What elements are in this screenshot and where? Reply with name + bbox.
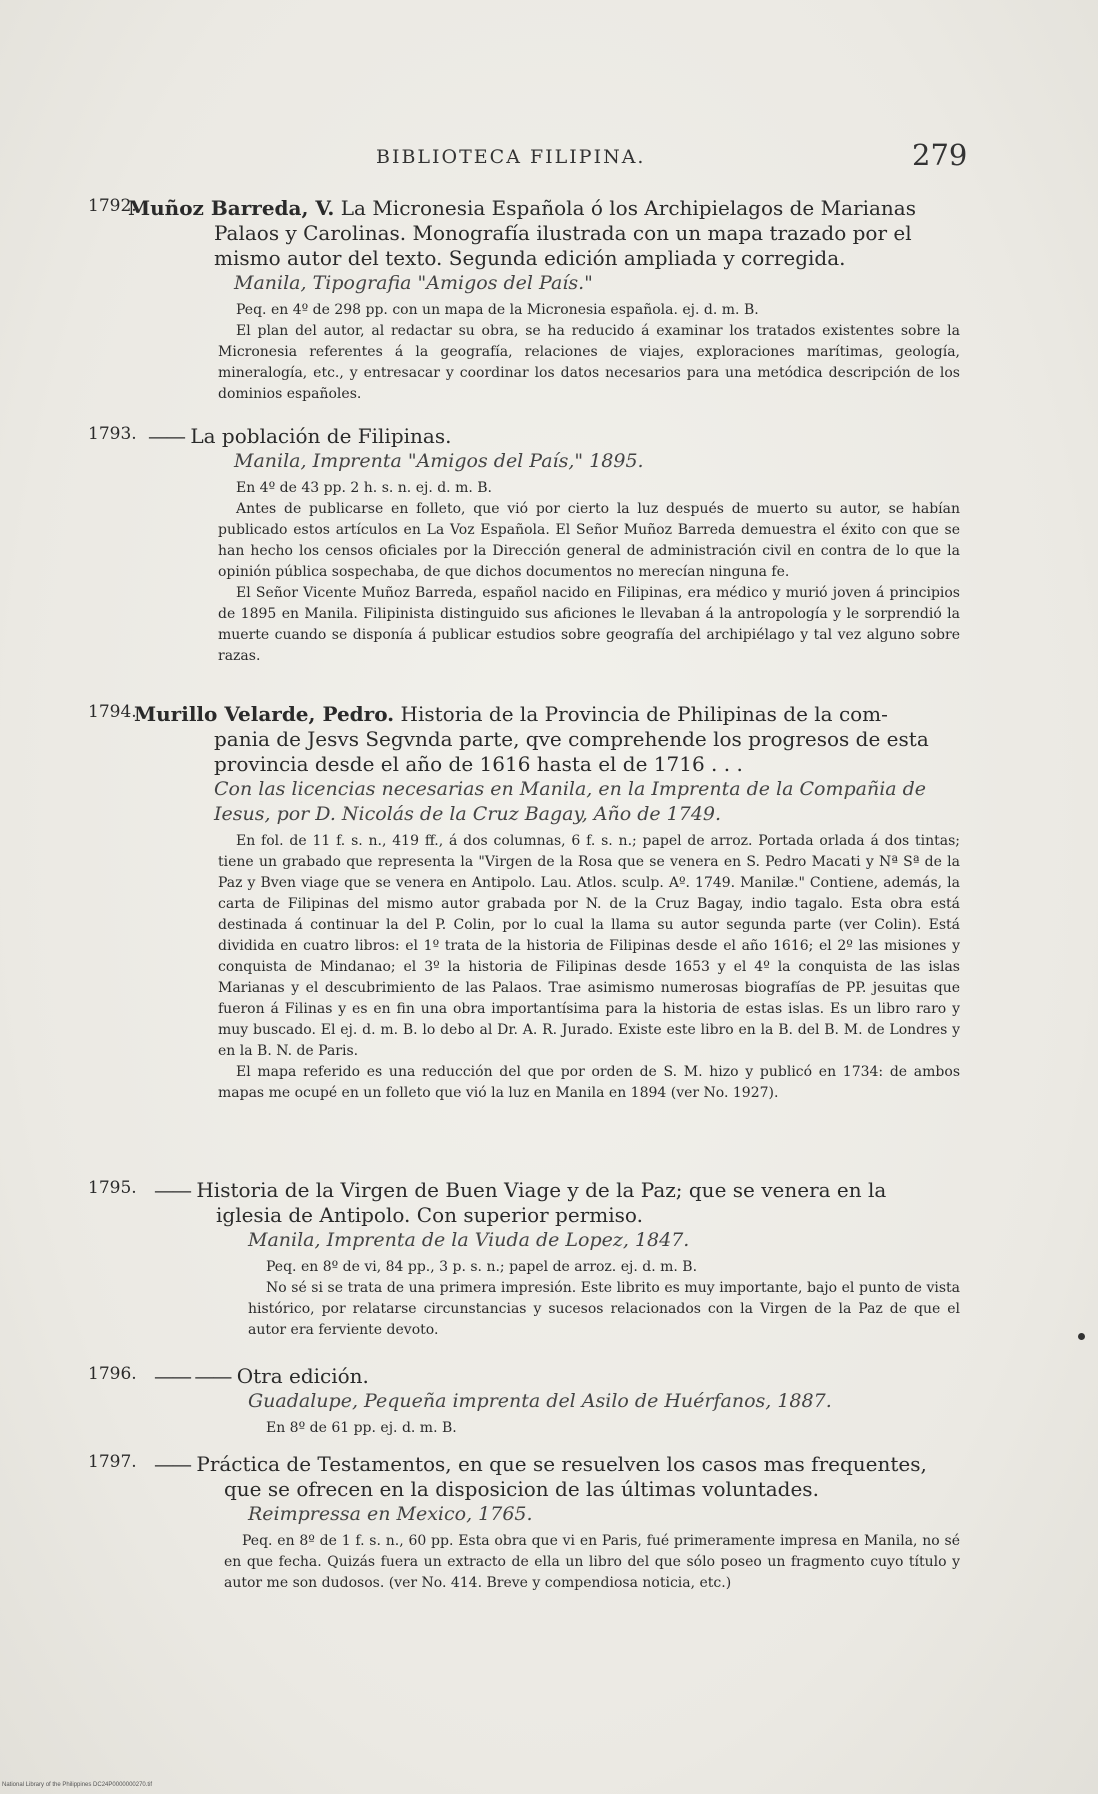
entry-title-line [154,1452,960,1477]
entry-1796 [88,1364,960,1439]
entry-imprint: Reimpressa en Mexico, 1765. [248,1503,533,1525]
ditto-dash: —— [148,424,184,448]
entry-1792 [88,196,960,405]
note-paragraph: En 8º de 61 pp. ej. d. m. B. [266,1420,457,1436]
note-paragraph: Peq. en 4º de 298 pp. con un mapa de la Micronesia española. ej. d. m. B. [236,302,759,318]
entry-title: Historia de la Provincia de Philipinas de la com- [400,702,888,726]
entry-number: 1793. [88,424,137,444]
note-paragraph: Antes de publicarse en folleto, que vió por cierto la luz después de muerto su autor, se habían publicado estos artículos en La Voz Española. El Señor Muñoz Barreda demuestra el éxito con que se han hecho los censos oficiales por la Dirección general de administración civil en contra de lo que la opinión pública sospechaba, de que dichos documentos no merecían ninguna fe. [218,501,960,580]
entry-number: 1795. [88,1178,137,1198]
entry-imprint: Manila, Imprenta de la Viuda de Lopez, 1847. [248,1229,690,1251]
entry-title: Práctica de Testamentos, en que se resuelven los casos mas frequentes, [196,1452,927,1476]
page-number: 279 [912,138,968,172]
entry-notes [248,1257,960,1341]
entry-1794 [88,702,960,1104]
note-paragraph: El plan del autor, al redactar su obra, se ha reducido á examinar los tratados existentes sobre la Micronesia referentes á la geografía, relaciones de viajes, exploraciones marítimas, geología, mineralogía, etc., y entresacar y coordinar los datos necesarios para una metódica descripción de los dominios españoles. [218,323,960,402]
entry-title: Historia de la Virgen de Buen Viage y de la Paz; que se venera en la [196,1178,887,1202]
entry-notes [248,1418,960,1439]
ditto-dash: —— [154,1452,190,1476]
entry-title-cont: iglesia de Antipolo. Con superior permiso. [216,1203,643,1227]
entry-number: 1794. [88,702,137,722]
note-paragraph: En fol. de 11 f. s. n., 419 ff., á dos columnas, 6 f. s. n.; papel de arroz. Portada orlada á dos tintas; tiene un grabado que representa la "Virgen de la Rosa que se venera en S. Pedro Macati y Nª Sª de la Paz y Bven viage que se venera en Antipolo. Lau. Atlos. sculp. Aº. 1749. Manilæ." Contiene, además, la carta de Filipinas del mismo autor grabada por N. de la Cruz Bagay, indio tagalo. Esta obra está destinada á continuar la del P. Colin, por lo cual la llama su autor segunda parte (ver Colin). Está dividida en cuatro libros: el 1º trata de la historia de Filipinas desde el año 1616; el 2º las misiones y conquista de Mindanao; el 3º la historia de Filipinas desde 1653 y el 4º la conquista de las islas Marianas y el descubrimiento de las Palaos. Trae asimismo numerosas biografías de PP. jesuitas que fueron á Filinas y es en fin una obra importantísima para la historia de estas islas. Es un libro raro y muy buscado. El ej. d. m. B. lo debo al Dr. A. R. Jurado. Existe este libro en la B. del B. M. de Londres y en la B. N. de Paris. [218,833,960,1059]
entry-1795 [88,1178,960,1341]
entry-imprint: Guadalupe, Pequeña imprenta del Asilo de Huérfanos, 1887. [248,1390,832,1412]
scan-footer: National Library of the Philippines DC24P0000000270.tif [2,1782,153,1788]
entry-title: La Micronesia Española ó los Archipielagos de Marianas [340,196,916,220]
entry-title-line [128,196,960,221]
ditto-dash: —— [154,1178,190,1202]
entry-number: 1796. [88,1364,137,1384]
ditto-dash: —— —— [154,1364,231,1388]
entry-title: La población de Filipinas. [190,424,452,448]
entry-number: 1797. [88,1452,137,1472]
entry-imprint: Manila, Tipografia "Amigos del País." [234,272,593,294]
entry-title-cont: Palaos y Carolinas. Monografía ilustrada con un mapa trazado por el mismo autor del texto. Segunda edición ampliada y corregida. [214,221,912,270]
entry-1797 [88,1452,960,1594]
entry-notes [218,478,960,667]
note-paragraph: El mapa referido es una reducción del que por orden de S. M. hizo y publicó en 1734: de ambos mapas me ocupé en un folleto que vió la luz en Manila en 1894 (ver No. 1927). [218,1064,960,1101]
note-paragraph: Peq. en 8º de 1 f. s. n., 60 pp. Esta obra que vi en Paris, fué primeramente impresa en Manila, no sé en que fecha. Quizás fuera un extracto de ella un libro del que sólo poseo un fragmento cuyo título y autor me son dudosos. (ver No. 414. Breve y compendiosa noticia, etc.) [224,1533,960,1591]
entry-title-line [148,424,960,449]
entry-imprint: Manila, Imprenta "Amigos del País," 1895. [234,450,644,472]
note-paragraph: En 4º de 43 pp. 2 h. s. n. ej. d. m. B. [236,480,492,496]
entry-1793 [88,424,960,667]
scan-speck [1078,1333,1085,1340]
entry-title-line [154,1178,960,1203]
entry-title-cont: que se ofrecen en la disposicion de las últimas voluntades. [224,1477,819,1501]
entry-notes [218,300,960,405]
entry-title-line [154,1364,960,1389]
entry-notes [218,831,960,1104]
entry-title-line [134,702,960,727]
entry-title: Otra edición. [236,1364,369,1388]
note-paragraph: El Señor Vicente Muñoz Barreda, español nacido en Filipinas, era médico y murió joven á principios de 1895 en Manila. Filipinista distinguido sus aficiones le llevaban á la antropología y le sorprendió la muerte cuando se disponía á publicar estudios sobre geografía del archipiélago y tal vez alguno sobre razas. [218,585,960,664]
entry-number: 1792. [88,196,137,216]
note-paragraph: Peq. en 8º de vi, 84 pp., 3 p. s. n.; papel de arroz. ej. d. m. B. [266,1259,698,1275]
page-header [0,138,1098,178]
note-paragraph: No sé si se trata de una primera impresión. Este librito es muy importante, bajo el punto de vista histórico, por relatarse circunstancias y sucesos relacionados con la Virgen de la Paz de que el autor era ferviente devoto. [248,1280,960,1338]
running-title: BIBLIOTECA FILIPINA. [376,146,646,168]
entry-author: Murillo Velarde, Pedro. [134,702,395,726]
entry-author: Muñoz Barreda, V. [128,196,335,220]
entry-notes [224,1531,960,1594]
entry-title-cont: pania de Jesvs Segvnda parte, qve comprehende los progresos de esta provincia desde el año de 1616 hasta el de 1716 . . . [214,727,929,776]
entry-imprint: Con las licencias necesarias en Manila, en la Imprenta de la Compañia de Iesus, por D. Nicolás de la Cruz Bagay, Año de 1749. [214,778,927,825]
